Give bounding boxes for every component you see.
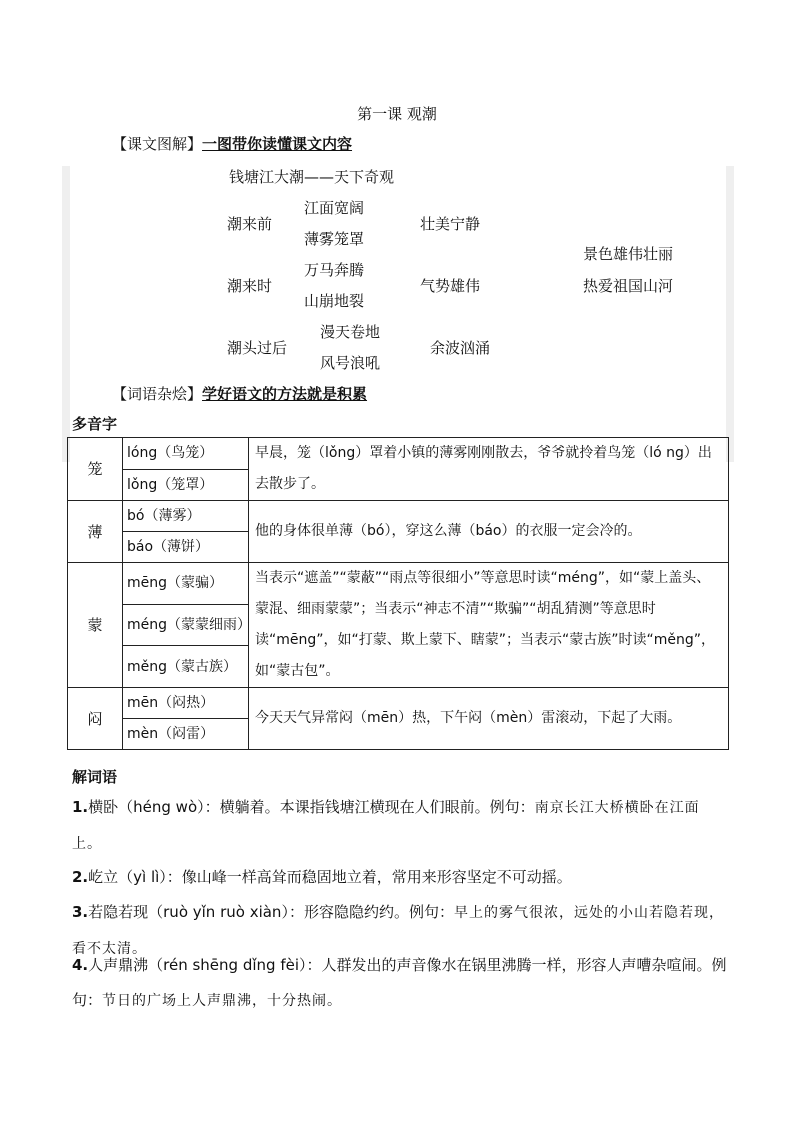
polyphone-heading: 多音字 (72, 415, 118, 433)
diagram-coming-b: 山崩地裂 (304, 292, 365, 310)
diagram-after-b: 风号浪吼 (320, 354, 381, 372)
poly-reading: mēn（闷热） (123, 688, 249, 719)
poly-char: 薄 (68, 501, 123, 563)
poly-char: 闷 (68, 688, 123, 750)
table-row (68, 501, 729, 532)
diagram-after-label: 潮头过后 (227, 339, 288, 357)
section-bracket: 【词语杂烩】 (112, 385, 203, 403)
diagram-summary-2: 热爱祖国山河 (583, 277, 674, 295)
word-number: 1. (72, 798, 89, 816)
diagram-before-a: 江面宽阔 (304, 199, 365, 217)
word-number: 4. (72, 956, 89, 974)
section-heading-words (112, 383, 367, 404)
word-definition: 若隐若现（ruò yǐn ruò xiàn）：形容隐隐约约。例句： (88, 903, 454, 921)
diagram-before-label: 潮来前 (227, 215, 273, 233)
section-heading-diagram (112, 133, 352, 154)
section-bracket: 【课文图解】 (112, 135, 203, 153)
poly-char: 笼 (68, 438, 123, 501)
diagram-coming-label: 潮来时 (227, 277, 273, 295)
word-definition: 横卧（héng wò）：横躺着。本课指钱塘江横现在人们眼前。例句： (88, 798, 535, 816)
diagram-summary-1: 景色雄伟壮丽 (583, 245, 674, 263)
poly-example: 今天天气异常闷（mēn）热，下午闷（mèn）雷滚动，下起了大雨。 (249, 688, 729, 750)
poly-reading: lǒng（笼罩） (123, 469, 249, 501)
word-number: 2. (72, 868, 89, 886)
diagram-coming-result: 气势雄伟 (420, 277, 481, 295)
poly-example: 早晨，笼（lǒng）罩着小镇的薄雾刚刚散去，爷爷就拎着鸟笼（ló ng）出去散步了。 (249, 438, 729, 501)
poly-reading: lóng（鸟笼） (123, 438, 249, 470)
table-row (68, 563, 729, 605)
word-example: 早上的雾气很浓，远处的小山若隐若现，看不太清。 (72, 905, 724, 957)
poly-example: 当表示“遮盖”“蒙蔽”“雨点等很细小”等意思时读“méng”，如“蒙上盖头、蒙混、细雨蒙蒙”；当表示“神志不清”“欺骗”“胡乱猜测”等意思时读“mēng”，如“打蒙、欺上蒙下、瞎蒙”；当表示“蒙古族”时读“měng”，如“蒙古包”。 (249, 563, 729, 688)
poly-char: 蒙 (68, 563, 123, 688)
poly-reading: méng（蒙蒙细雨） (123, 604, 249, 646)
table-row (68, 688, 729, 719)
section-subtitle: 一图带你读懂课文内容 (202, 135, 353, 153)
word-item-4 (72, 948, 727, 1019)
diagram-frame (62, 166, 734, 462)
poly-reading: bó（薄雾） (123, 501, 249, 532)
word-definition: 屹立（yì lì）：像山峰一样高耸而稳固地立着，常用来形容坚定不可动摇。 (88, 868, 572, 886)
poly-example: 他的身体很单薄（bó），穿这么薄（báo）的衣服一定会冷的。 (249, 501, 729, 563)
table-row (68, 438, 729, 470)
word-item-2 (72, 860, 727, 895)
poly-reading: báo（薄饼） (123, 532, 249, 563)
poly-reading: mēng（蒙骗） (123, 563, 249, 605)
section-subtitle: 学好语文的方法就是积累 (202, 385, 368, 403)
poly-reading: měng（蒙古族） (123, 646, 249, 688)
word-example: 南京长江大桥横卧在江面上。 (72, 800, 700, 852)
diagram-after-result: 余波汹涌 (430, 339, 491, 357)
poly-reading: mèn（闷雷） (123, 719, 249, 750)
word-item-1 (72, 790, 727, 862)
diagram-before-b: 薄雾笼罩 (304, 230, 365, 248)
diagram-before-result: 壮美宁静 (420, 215, 481, 233)
words-heading: 解词语 (72, 768, 118, 786)
polyphone-table (67, 437, 729, 750)
word-number: 3. (72, 903, 89, 921)
diagram-after-a: 漫天卷地 (320, 323, 381, 341)
diagram-coming-a: 万马奔腾 (304, 261, 365, 279)
page-title: 第一课 观潮 (357, 105, 437, 123)
word-definition: 人声鼎沸（rén shēng dǐng fèi）：人群发出的声音像水在锅里沸腾一样，形容人声嘈杂喧闹。例句： (72, 956, 727, 1009)
word-example: 节日的广场上人声鼎沸，十分热闹。 (102, 993, 343, 1009)
diagram-canvas (70, 166, 726, 462)
diagram-top-text: 钱塘江大潮——天下奇观 (229, 168, 395, 186)
